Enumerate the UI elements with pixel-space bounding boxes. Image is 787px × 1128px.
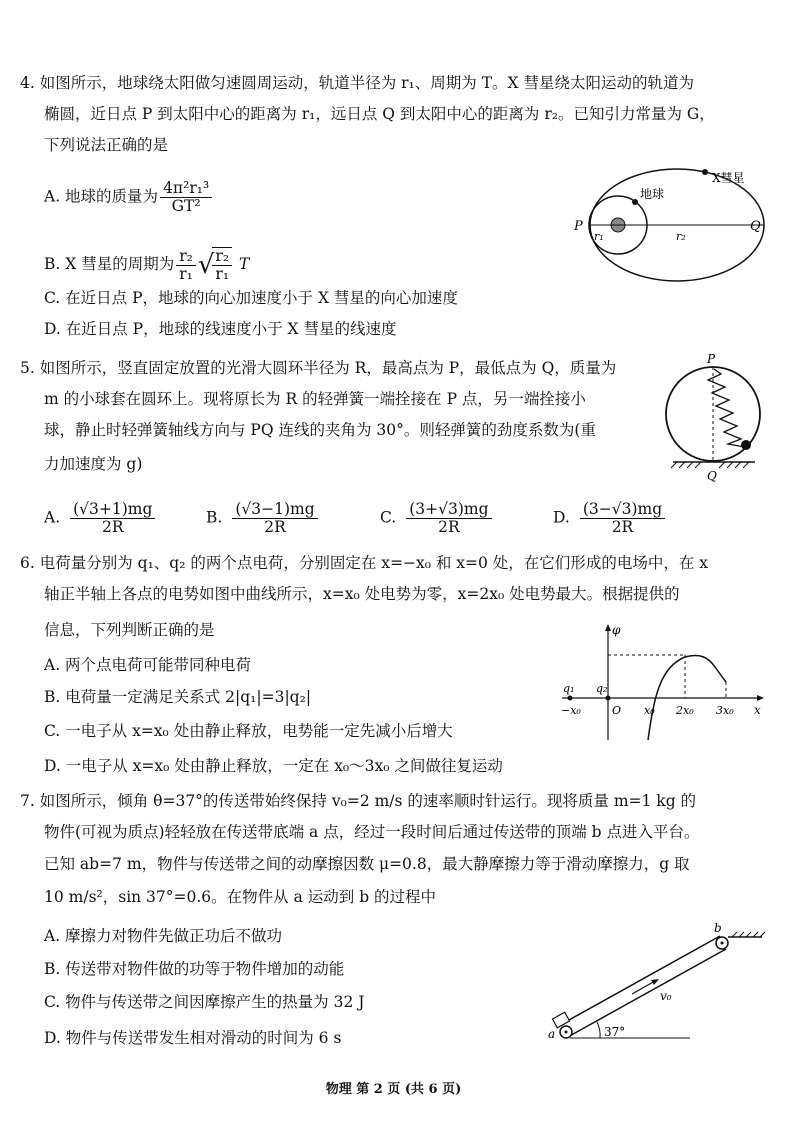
origin-label: O xyxy=(612,704,622,717)
q7-stem-line4: 10 m/s²，sin 37°=0.6。在物件从 a 运动到 b 的过程中 xyxy=(44,888,437,906)
ground-hatch-icon xyxy=(671,462,749,468)
q5-option-d-label: D. xyxy=(553,508,570,527)
spring-icon xyxy=(708,369,745,447)
q5-stem-line4: 力加速度为 g) xyxy=(44,455,143,473)
q4-option-b-frac-num: r₂ xyxy=(176,248,196,266)
q5-option-b-fraction xyxy=(232,501,317,536)
point-q-label: Q xyxy=(707,469,717,483)
q6-option-b: B. 电荷量一定满足关系式 2|q₁|=3|q₂| xyxy=(44,688,312,706)
q6-option-d: D. 一电子从 x=x₀ 处由静止释放，一定在 x₀～3x₀ 之间做往复运动 xyxy=(44,757,503,775)
q4-stem-line2: 椭圆，近日点 P 到太阳中心的距离为 r₁，远日点 Q 到太阳中心的距离为 r₂。已知引力常量为 G， xyxy=(44,105,715,123)
q1-label: q₁ xyxy=(563,682,575,695)
point-b-label: b xyxy=(714,922,722,935)
q5-option-a-num: (√3+1)mg xyxy=(70,501,155,519)
top-pulley-axle xyxy=(721,942,724,945)
q4-option-b-text: B. X 彗星的周期为 xyxy=(44,255,175,273)
q7-stem-line3: 已知 ab=7 m，物件与传送带之间的动摩擦因数 μ=0.8，最大静摩擦力等于滑动摩擦力，g 取 xyxy=(44,855,690,873)
belt-lower-line xyxy=(566,949,726,1038)
q5-option-a-fraction xyxy=(70,501,155,536)
q5-option-b-num: (√3−1)mg xyxy=(232,501,317,519)
page-footer: 物理 第 2 页 (共 6 页) xyxy=(325,1082,462,1097)
x-axis-arrow-icon xyxy=(757,695,764,701)
q5-ring-figure xyxy=(665,352,770,484)
q5-stem-line3: 球，静止时轻弹簧轴线方向与 PQ 连线的夹角为 30°。则轻弹簧的劲度系数为(重 xyxy=(44,421,596,439)
q5-option-c-label: C. xyxy=(380,508,397,527)
q5-option-d xyxy=(553,501,667,536)
angle-arc xyxy=(597,1022,600,1038)
q7-option-c: C. 物件与传送带之间因摩擦产生的热量为 32 J xyxy=(44,993,365,1011)
comet-label: X彗星 xyxy=(712,171,745,185)
q6-potential-graph xyxy=(560,622,770,744)
3x0-label: 3x₀ xyxy=(716,704,734,717)
q6-stem-line1: 6. 电荷量分别为 q₁、q₂ 的两个点电荷，分别固定在 x=−x₀ 和 x=0 处，在它们形成的电场中，在 x xyxy=(20,554,708,572)
r2-label: r₂ xyxy=(676,230,686,243)
q4-option-a-denominator: GT² xyxy=(171,197,201,215)
q6-stem-line3: 信息，下列判断正确的是 xyxy=(44,621,215,639)
phi-axis-arrow-icon xyxy=(605,624,611,631)
ball-icon xyxy=(741,440,751,450)
q4-option-a xyxy=(44,180,214,215)
q7-stem-line2: 物件(可视为质点)轻轻放在传送带底端 a 点，经过一段时间后通过传送带的顶端 b 点进入平台。 xyxy=(44,823,700,841)
q6-stem-line2: 轴正半轴上各点的电势如图中曲线所示，x=x₀ 处电势为零，x=2x₀ 处电势最大。根据提供的 xyxy=(44,585,680,603)
point-a-label: a xyxy=(548,1027,556,1041)
velocity-arrow-head-icon xyxy=(651,979,659,985)
q5-option-a-den: 2R xyxy=(102,518,124,536)
q5-option-c xyxy=(380,501,494,536)
angle-label: 37° xyxy=(604,1025,626,1039)
q4-option-a-numerator: 4π²r₁³ xyxy=(160,180,212,198)
q5-option-d-fraction xyxy=(580,501,665,536)
q4-option-a-fraction xyxy=(160,180,212,215)
point-p-label: P xyxy=(574,219,583,234)
r1-label: r₁ xyxy=(594,230,604,243)
phi-label: φ xyxy=(612,623,621,637)
point-q-label: Q xyxy=(750,219,761,234)
q7-conveyor-figure xyxy=(540,922,770,1048)
belt-upper-line xyxy=(560,936,720,1025)
q5-stem-line1: 5. 如图所示，竖直固定放置的光滑大圆环半径为 R，最高点为 P，最低点为 Q，质量为 xyxy=(20,359,617,377)
q4-option-b-sqrt-fraction xyxy=(212,247,232,283)
q2-dot xyxy=(606,696,611,701)
q7-option-d: D. 物件与传送带发生相对滑动的时间为 6 s xyxy=(44,1029,342,1047)
q4-option-c: C. 在近日点 P，地球的向心加速度小于 X 彗星的向心加速度 xyxy=(44,289,458,307)
q5-option-a xyxy=(44,501,157,536)
q1-dot xyxy=(568,696,573,701)
q5-stem-line2: m 的小球套在圆环上。现将原长为 R 的轻弹簧一端拴接在 P 点，另一端拴接小 xyxy=(44,390,586,408)
q5-option-c-fraction xyxy=(406,501,491,536)
q5-option-c-num: (3+√3)mg xyxy=(406,501,491,519)
q4-option-b-sqrt-num: r₂ xyxy=(212,248,232,266)
q7-stem-line1: 7. 如图所示，倾角 θ=37°的传送带始终保持 v₀=2 m/s 的速率顺时针运行。现将质量 m=1 kg 的 xyxy=(20,792,697,810)
q6-option-c: C. 一电子从 x=x₀ 处由静止释放，电势能一定先减小后增大 xyxy=(44,722,453,740)
v0-label: v₀ xyxy=(660,989,672,1003)
minus-x0-label: −x₀ xyxy=(561,704,581,717)
q5-option-c-den: 2R xyxy=(438,518,460,536)
x-axis-label: x xyxy=(754,703,761,717)
q4-option-b-sqrt-den: r₁ xyxy=(215,265,230,283)
q7-option-b: B. 传送带对物件做的功等于物件增加的动能 xyxy=(44,960,345,978)
q4-option-b-fraction xyxy=(176,248,196,283)
q5-option-b-den: 2R xyxy=(264,518,286,536)
q6-option-a: A. 两个点电荷可能带同种电荷 xyxy=(44,656,252,674)
earth-dot xyxy=(632,199,638,205)
q4-option-b xyxy=(44,247,249,283)
comet-dot xyxy=(702,169,708,175)
q5-option-d-den: 2R xyxy=(611,518,634,536)
q5-option-a-label: A. xyxy=(44,508,61,527)
q2-label: q₂ xyxy=(596,682,608,695)
sqrt-sign-icon: √ xyxy=(197,250,215,280)
q4-stem-line1: 4. 如图所示，地球绕太阳做匀速圆周运动，轨道半径为 r₁、周期为 T。X 彗星绕太阳运动的轨道为 xyxy=(20,74,694,92)
x0-label: x₀ xyxy=(644,704,655,717)
q4-stem-line3: 下列说法正确的是 xyxy=(44,136,169,154)
q4-option-b-frac-den: r₁ xyxy=(179,264,193,283)
q5-option-b xyxy=(206,501,320,536)
2x0-label: 2x₀ xyxy=(676,704,694,717)
q4-option-a-text: A. 地球的质量为 xyxy=(44,187,159,206)
q4-option-b-period: T xyxy=(238,255,250,273)
point-p-label: P xyxy=(707,352,716,366)
q4-option-d: D. 在近日点 P，地球的线速度小于 X 彗星的线速度 xyxy=(44,320,397,338)
q4-orbit-figure xyxy=(562,162,772,292)
q5-option-d-num: (3−√3)mg xyxy=(580,501,665,519)
earth-label: 地球 xyxy=(640,187,665,201)
q7-option-a: A. 摩擦力对物件先做正功后不做功 xyxy=(44,927,283,945)
q5-option-b-label: B. xyxy=(206,508,223,527)
bottom-pulley-axle xyxy=(565,1031,568,1034)
